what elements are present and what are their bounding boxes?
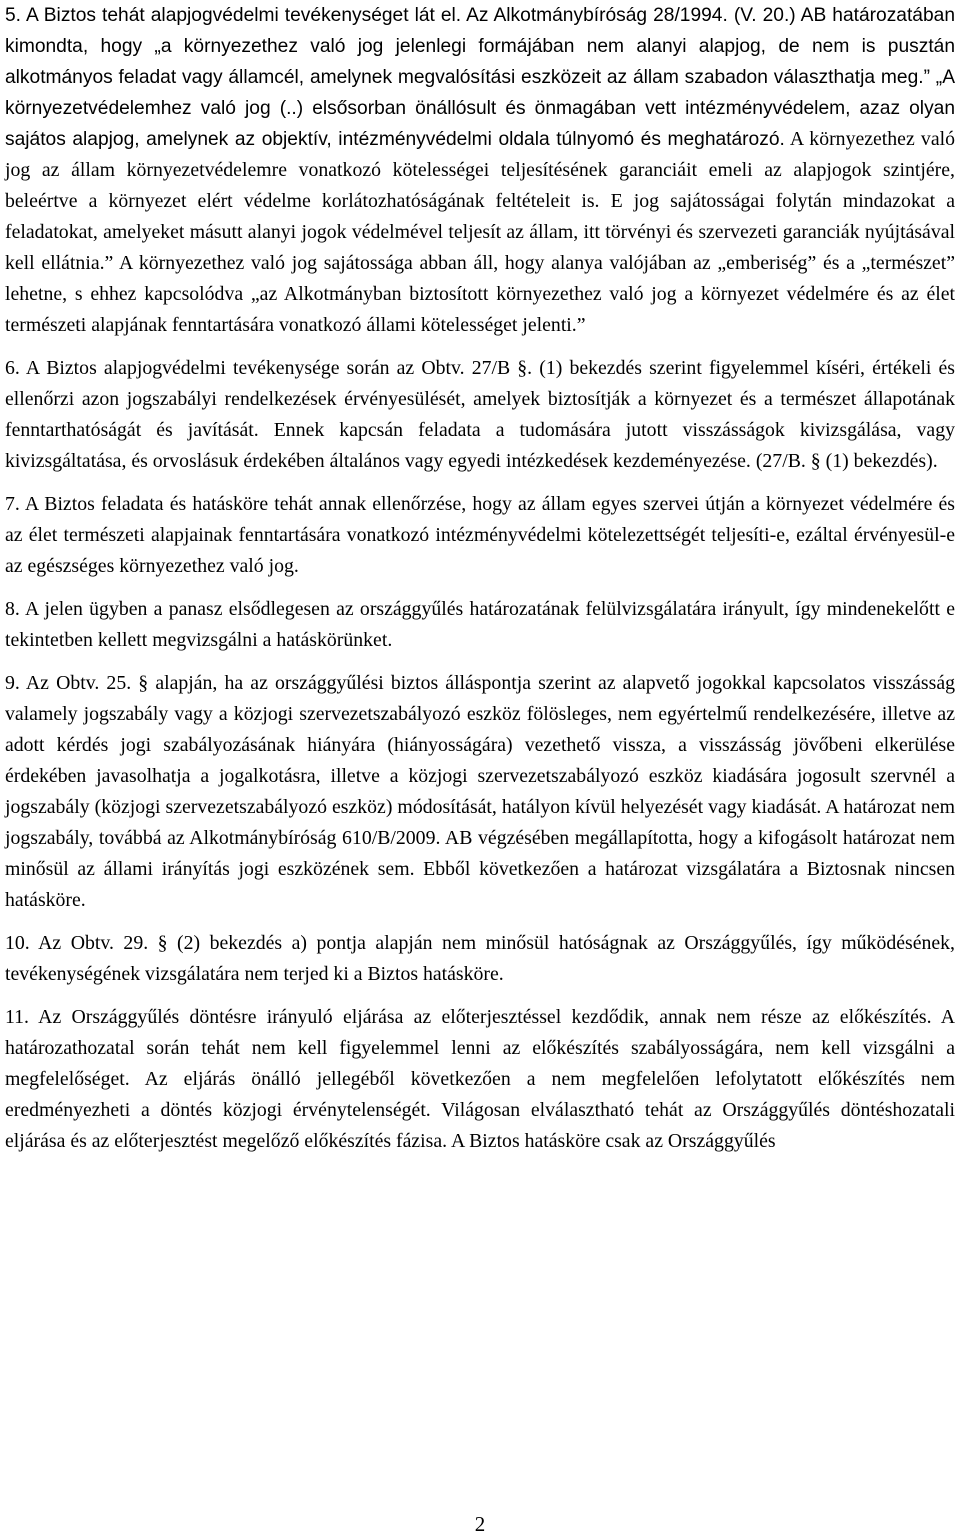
paragraph-5-sans-text: 5. A Biztos tehát alapjogvédelmi tevékenységet lát el. Az Alkotmánybíróság 28/1994. (V. 20.) AB határozatában kimondta, hogy „a környezethez való jog jelenlegi formájában nem alanyi alapjog, de nem is pusztán alkotmányos feladat vagy államcél, amelynek megvalósítási eszközeit az állam szabadon választhatja meg.” „A környezetvédelemhez való jog (..) elsősorban önállósult és önmagában vett intézményvédelem, azaz olyan sajátos alapjog, amelynek az objektív, intézményvédelmi oldala túlnyomó és meghatározó. (5, 5, 955, 150)
paragraph-5 (5, 0, 955, 341)
paragraph-6: 6. A Biztos alapjogvédelmi tevékenysége során az Obtv. 27/B §. (1) bekezdés szerint figyelemmel kíséri, értékeli és ellenőrzi azon jogszabályi rendelkezések érvényesülését, amelyek biztosítják a környezet és a természet állapotának fenntarthatóságát és javítását. Ennek kapcsán feladata a tudomására jutott visszásságok kivizsgálása, vagy kivizsgáltatása, és orvoslásuk érdekében általános vagy egyedi intézkedések kezdeményezése. (27/B. § (1) bekezdés). (5, 357, 955, 472)
paragraph-11: 11. Az Országgyűlés döntésre irányuló eljárása az előterjesztéssel kezdődik, annak nem része az előkészítés. A határozathozatal során tehát nem kell figyelemmel lenni az előkészítés szabályosságára, nem kell vizsgálni a megfelelőséget. Az eljárás önálló jellegéből következően a nem megfelelően lefolytatott előkészítés nem eredményezheti a döntés közjogi érvénytelenségét. Világosan elválasztható tehát az Országgyűlés döntéshozatali eljárása és az előterjesztést megelőző előkészítés fázisa. A Biztos hatásköre csak az Országgyűlés (5, 1006, 955, 1152)
page-number: 2 (474, 1512, 486, 1536)
paragraph-9: 9. Az Obtv. 25. § alapján, ha az országgyűlési biztos álláspontja szerint az alapvető jogokkal kapcsolatos visszásság valamely jogszabály vagy a közjogi szervezetszabályozó eszköz fölösleges, nem egyértelmű rendelkezésére, illetve az adott kérdés jogi szabályozásának hiányára (hiányosságára) vezethető vissza, a visszásság jövőbeni elkerülése érdekében javasolhatja a jogalkotásra, illetve a közjogi szervezetszabályozó eszköz kiadására jogosult szervnél a jogszabály (közjogi szervezetszabályozó eszköz) módosítását, hatályon kívül helyezését vagy kiadását. A határozat nem jogszabály, továbbá az Alkotmánybíróság 610/B/2009. AB végzésében megállapította, hogy a kifogásolt határozat nem minősül az állami irányítás jogi eszközének sem. Ebből következően a határozat vizsgálatára a Biztosnak nincsen hatásköre. (5, 672, 955, 911)
paragraph-5-serif-text: A környezethez való jog az állam környezetvédelemre vonatkozó kötelességei teljesítésének garanciáit emeli az alapjogok szintjére, beleértve a környezet elért védelme korlátozhatóságának feltételeit is. E jog sajátosságai folytán mindazokat a feladatokat, amelyeket másutt alanyi jogok védelmével teljesít az állam, itt törvényi és szervezeti garanciák nyújtásával kell ellátnia.” A környezethez való jog sajátossága abban áll, hogy alanya valójában az „emberiség” és a „természet” lehetne, s ehhez kapcsolódva „az Alkotmányban biztosított környezethez való jog a környezet védelmére és az élet természeti alapjának fenntartására vonatkozó állami kötelességet jelenti.” (5, 128, 955, 336)
document-page (5, 0, 955, 1157)
paragraph-8: 8. A jelen ügyben a panasz elsődlegesen az országgyűlés határozatának felülvizsgálatára irányult, így mindenekelőtt e tekintetben kellett megvizsgálni a hatáskörünket. (5, 598, 955, 651)
paragraph-7: 7. A Biztos feladata és hatásköre tehát annak ellenőrzése, hogy az állam egyes szervei útján a környezet védelmére és az élet természeti alapjainak fenntartására vonatkozó intézményvédelmi kötelezettségét teljesíti-e, ezáltal érvényesül-e az egészséges környezethez való jog. (5, 493, 955, 577)
paragraph-10: 10. Az Obtv. 29. § (2) bekezdés a) pontja alapján nem minősül hatóságnak az Országgyűlés, így működésének, tevékenységének vizsgálatára nem terjed ki a Biztos hatásköre. (5, 932, 955, 985)
